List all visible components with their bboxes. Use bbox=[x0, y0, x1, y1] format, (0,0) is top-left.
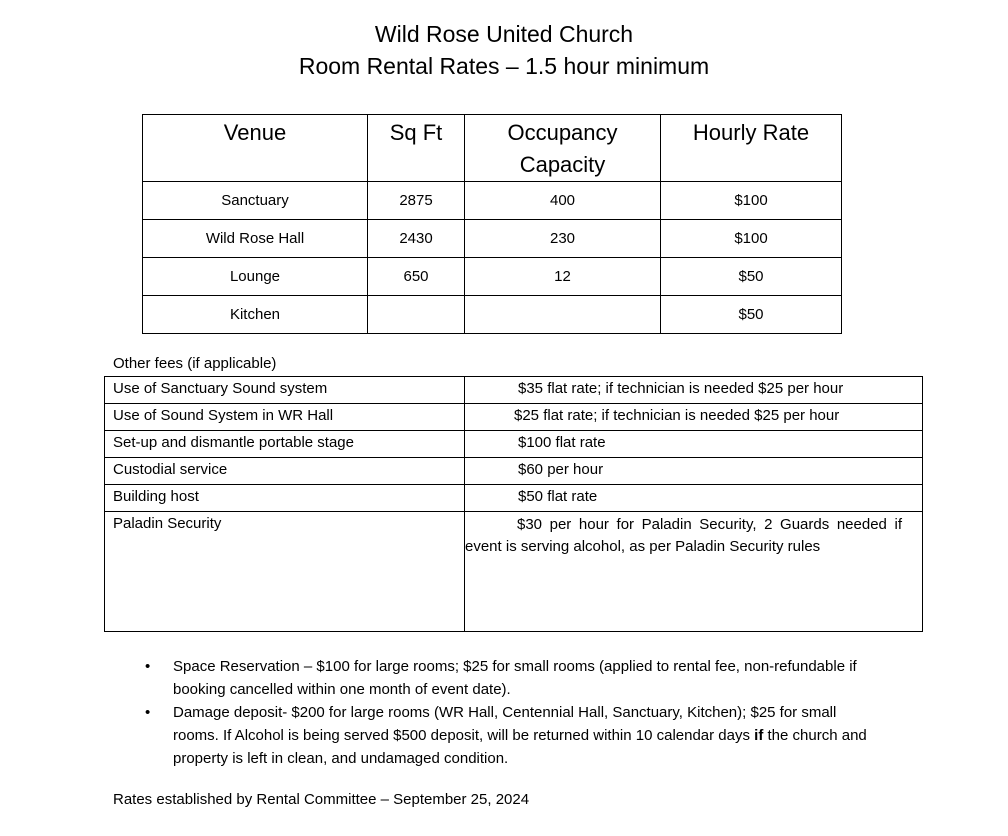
fee-value-cell bbox=[465, 431, 923, 458]
column-header: Sq Ft bbox=[368, 115, 465, 182]
sqft-cell: 650 bbox=[368, 258, 465, 296]
capacity-cell: 12 bbox=[465, 258, 661, 296]
table-row bbox=[143, 258, 842, 296]
document-title: Wild Rose United Church bbox=[374, 21, 634, 47]
fee-value: $60 per hour bbox=[518, 461, 604, 478]
table-row bbox=[105, 485, 923, 512]
table-header-row bbox=[143, 115, 842, 182]
column-header: Hourly Rate bbox=[661, 115, 842, 182]
fee-name-cell: Paladin Security bbox=[105, 512, 465, 632]
table-row bbox=[143, 220, 842, 258]
fee-value: $50 flat rate bbox=[518, 488, 598, 505]
capacity-cell: 230 bbox=[465, 220, 661, 258]
fee-value: $25 flat rate; if technician is needed $25 per hour bbox=[514, 407, 840, 424]
fee-value: $30 per hour for Paladin Security, 2 Guards needed if event is serving alcohol, as per Paladin Security rules bbox=[465, 516, 902, 555]
column-header: Occupancy Capacity bbox=[465, 115, 661, 182]
fee-value: $35 flat rate; if technician is needed $25 per hour bbox=[518, 380, 844, 397]
bullet-icon: • bbox=[145, 658, 151, 675]
note-text: Space Reservation – $100 for large rooms; $25 for small rooms (applied to rental fee, non-refundable if booking cancelled within one month of event date). bbox=[173, 658, 857, 698]
fee-value-cell bbox=[465, 458, 923, 485]
table-row bbox=[105, 512, 923, 632]
other-fees-table bbox=[104, 376, 923, 632]
bullet-icon: • bbox=[145, 704, 151, 721]
fee-name-cell: Custodial service bbox=[105, 458, 465, 485]
document-subtitle: Room Rental Rates – 1.5 hour minimum bbox=[298, 53, 710, 79]
notes-list bbox=[145, 655, 875, 770]
venue-cell: Lounge bbox=[143, 258, 368, 296]
table-row bbox=[105, 377, 923, 404]
capacity-cell: 400 bbox=[465, 182, 661, 220]
sqft-cell: 2875 bbox=[368, 182, 465, 220]
fee-name-cell: Use of Sound System in WR Hall bbox=[105, 404, 465, 431]
rate-cell: $50 bbox=[661, 296, 842, 334]
fee-name-cell: Building host bbox=[105, 485, 465, 512]
venue-cell: Wild Rose Hall bbox=[143, 220, 368, 258]
table-row bbox=[105, 431, 923, 458]
room-rates-table bbox=[142, 114, 842, 334]
note-text: Damage deposit- $200 for large rooms (WR Hall, Centennial Hall, Sanctuary, Kitchen); $25 for small rooms. If Alcohol is being served $500 deposit, will be returned within 10 calendar days bbox=[173, 704, 837, 744]
footer-note: Rates established by Rental Committee – September 25, 2024 bbox=[113, 791, 530, 808]
sqft-cell bbox=[368, 296, 465, 334]
venue-cell: Kitchen bbox=[143, 296, 368, 334]
capacity-cell bbox=[465, 296, 661, 334]
fee-name-cell: Set-up and dismantle portable stage bbox=[105, 431, 465, 458]
fee-value-cell bbox=[465, 404, 923, 431]
table-row bbox=[143, 296, 842, 334]
table-row bbox=[105, 458, 923, 485]
table-row bbox=[143, 182, 842, 220]
note-emphasis: if bbox=[754, 727, 764, 744]
sqft-cell: 2430 bbox=[368, 220, 465, 258]
fee-value-cell bbox=[465, 377, 923, 404]
fee-value: $100 flat rate bbox=[518, 434, 606, 451]
column-header: Venue bbox=[143, 115, 368, 182]
list-item bbox=[145, 701, 875, 770]
fee-value-cell bbox=[465, 512, 923, 632]
list-item bbox=[145, 655, 875, 701]
other-fees-label: Other fees (if applicable) bbox=[113, 355, 277, 372]
note-text-after: the church and property is left in clean, and undamaged condition. bbox=[173, 727, 867, 767]
table-row bbox=[105, 404, 923, 431]
fee-name-cell: Use of Sanctuary Sound system bbox=[105, 377, 465, 404]
rate-cell: $50 bbox=[661, 258, 842, 296]
rate-cell: $100 bbox=[661, 182, 842, 220]
fee-value-cell bbox=[465, 485, 923, 512]
rate-cell: $100 bbox=[661, 220, 842, 258]
venue-cell: Sanctuary bbox=[143, 182, 368, 220]
